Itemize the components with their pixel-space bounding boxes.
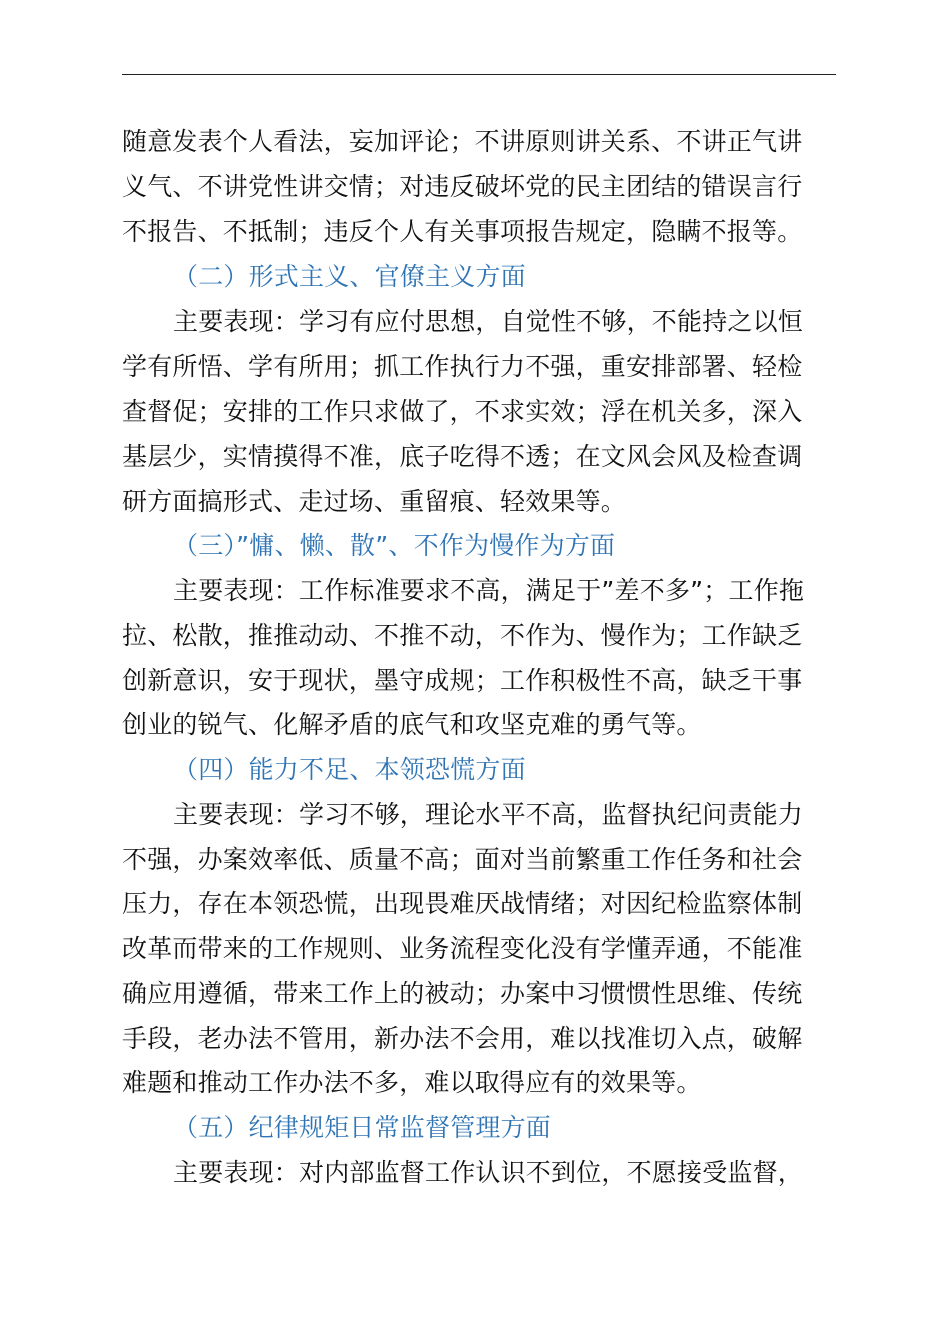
text-line: 改革而带来的工作规则、业务流程变化没有学懂弄通，不能准 (122, 934, 803, 963)
header-rule (122, 74, 836, 75)
text-line: 不强，办案效率低、质量不高；面对当前繁重工作任务和社会 (122, 845, 803, 874)
text-line: 学有所悟、学有所用；抓工作执行力不强，重安排部署、轻检 (122, 352, 803, 381)
section-heading-2: （二）形式主义、官僚主义方面 (173, 262, 526, 291)
text-line: 主要表现：学习有应付思想，自觉性不够，不能持之以恒 (173, 307, 804, 336)
text-line: 查督促；安排的工作只求做了，不求实效；浮在机关多，深入 (122, 397, 803, 426)
text-line: 研方面搞形式、走过场、重留痕、轻效果等。 (122, 487, 627, 516)
text-line: 随意发表个人看法，妄加评论；不讲原则讲关系、不讲正气讲 (122, 127, 803, 156)
text-line: 手段，老办法不管用，新办法不会用，难以找准切入点，破解 (122, 1024, 803, 1053)
text-line: 确应用遵循，带来工作上的被动；办案中习惯惯性思维、传统 (122, 979, 803, 1008)
text-line: 基层少，实情摸得不准，底子吃得不透；在文风会风及检查调 (122, 442, 803, 471)
text-line: 压力，存在本领恐慌，出现畏难厌战情绪；对因纪检监察体制 (122, 889, 803, 918)
text-line: 创业的锐气、化解矛盾的底气和攻坚克难的勇气等。 (122, 710, 702, 739)
section-heading-5: （五）纪律规矩日常监督管理方面 (173, 1113, 552, 1142)
section-heading-4: （四）能力不足、本领恐慌方面 (173, 755, 526, 784)
text-line: 难题和推动工作办法不多，难以取得应有的效果等。 (122, 1068, 702, 1097)
text-line: 主要表现：对内部监督工作认识不到位，不愿接受监督， (173, 1158, 804, 1187)
text-line: 主要表现：学习不够，理论水平不高，监督执纪问责能力 (173, 800, 804, 829)
section-heading-3: （三）”慵、懒、散”、不作为慢作为方面 (173, 531, 616, 560)
text-line: 义气、不讲党性讲交情；对违反破坏党的民主团结的错误言行 (122, 172, 803, 201)
text-line: 创新意识，安于现状，墨守成规；工作积极性不高，缺乏干事 (122, 666, 803, 695)
text-line: 拉、松散，推推动动、不推不动，不作为、慢作为；工作缺乏 (122, 621, 803, 650)
text-line: 不报告、不抵制；违反个人有关事项报告规定，隐瞒不报等。 (122, 217, 803, 246)
text-line: 主要表现：工作标准要求不高，满足于”差不多”；工作拖 (173, 576, 805, 605)
